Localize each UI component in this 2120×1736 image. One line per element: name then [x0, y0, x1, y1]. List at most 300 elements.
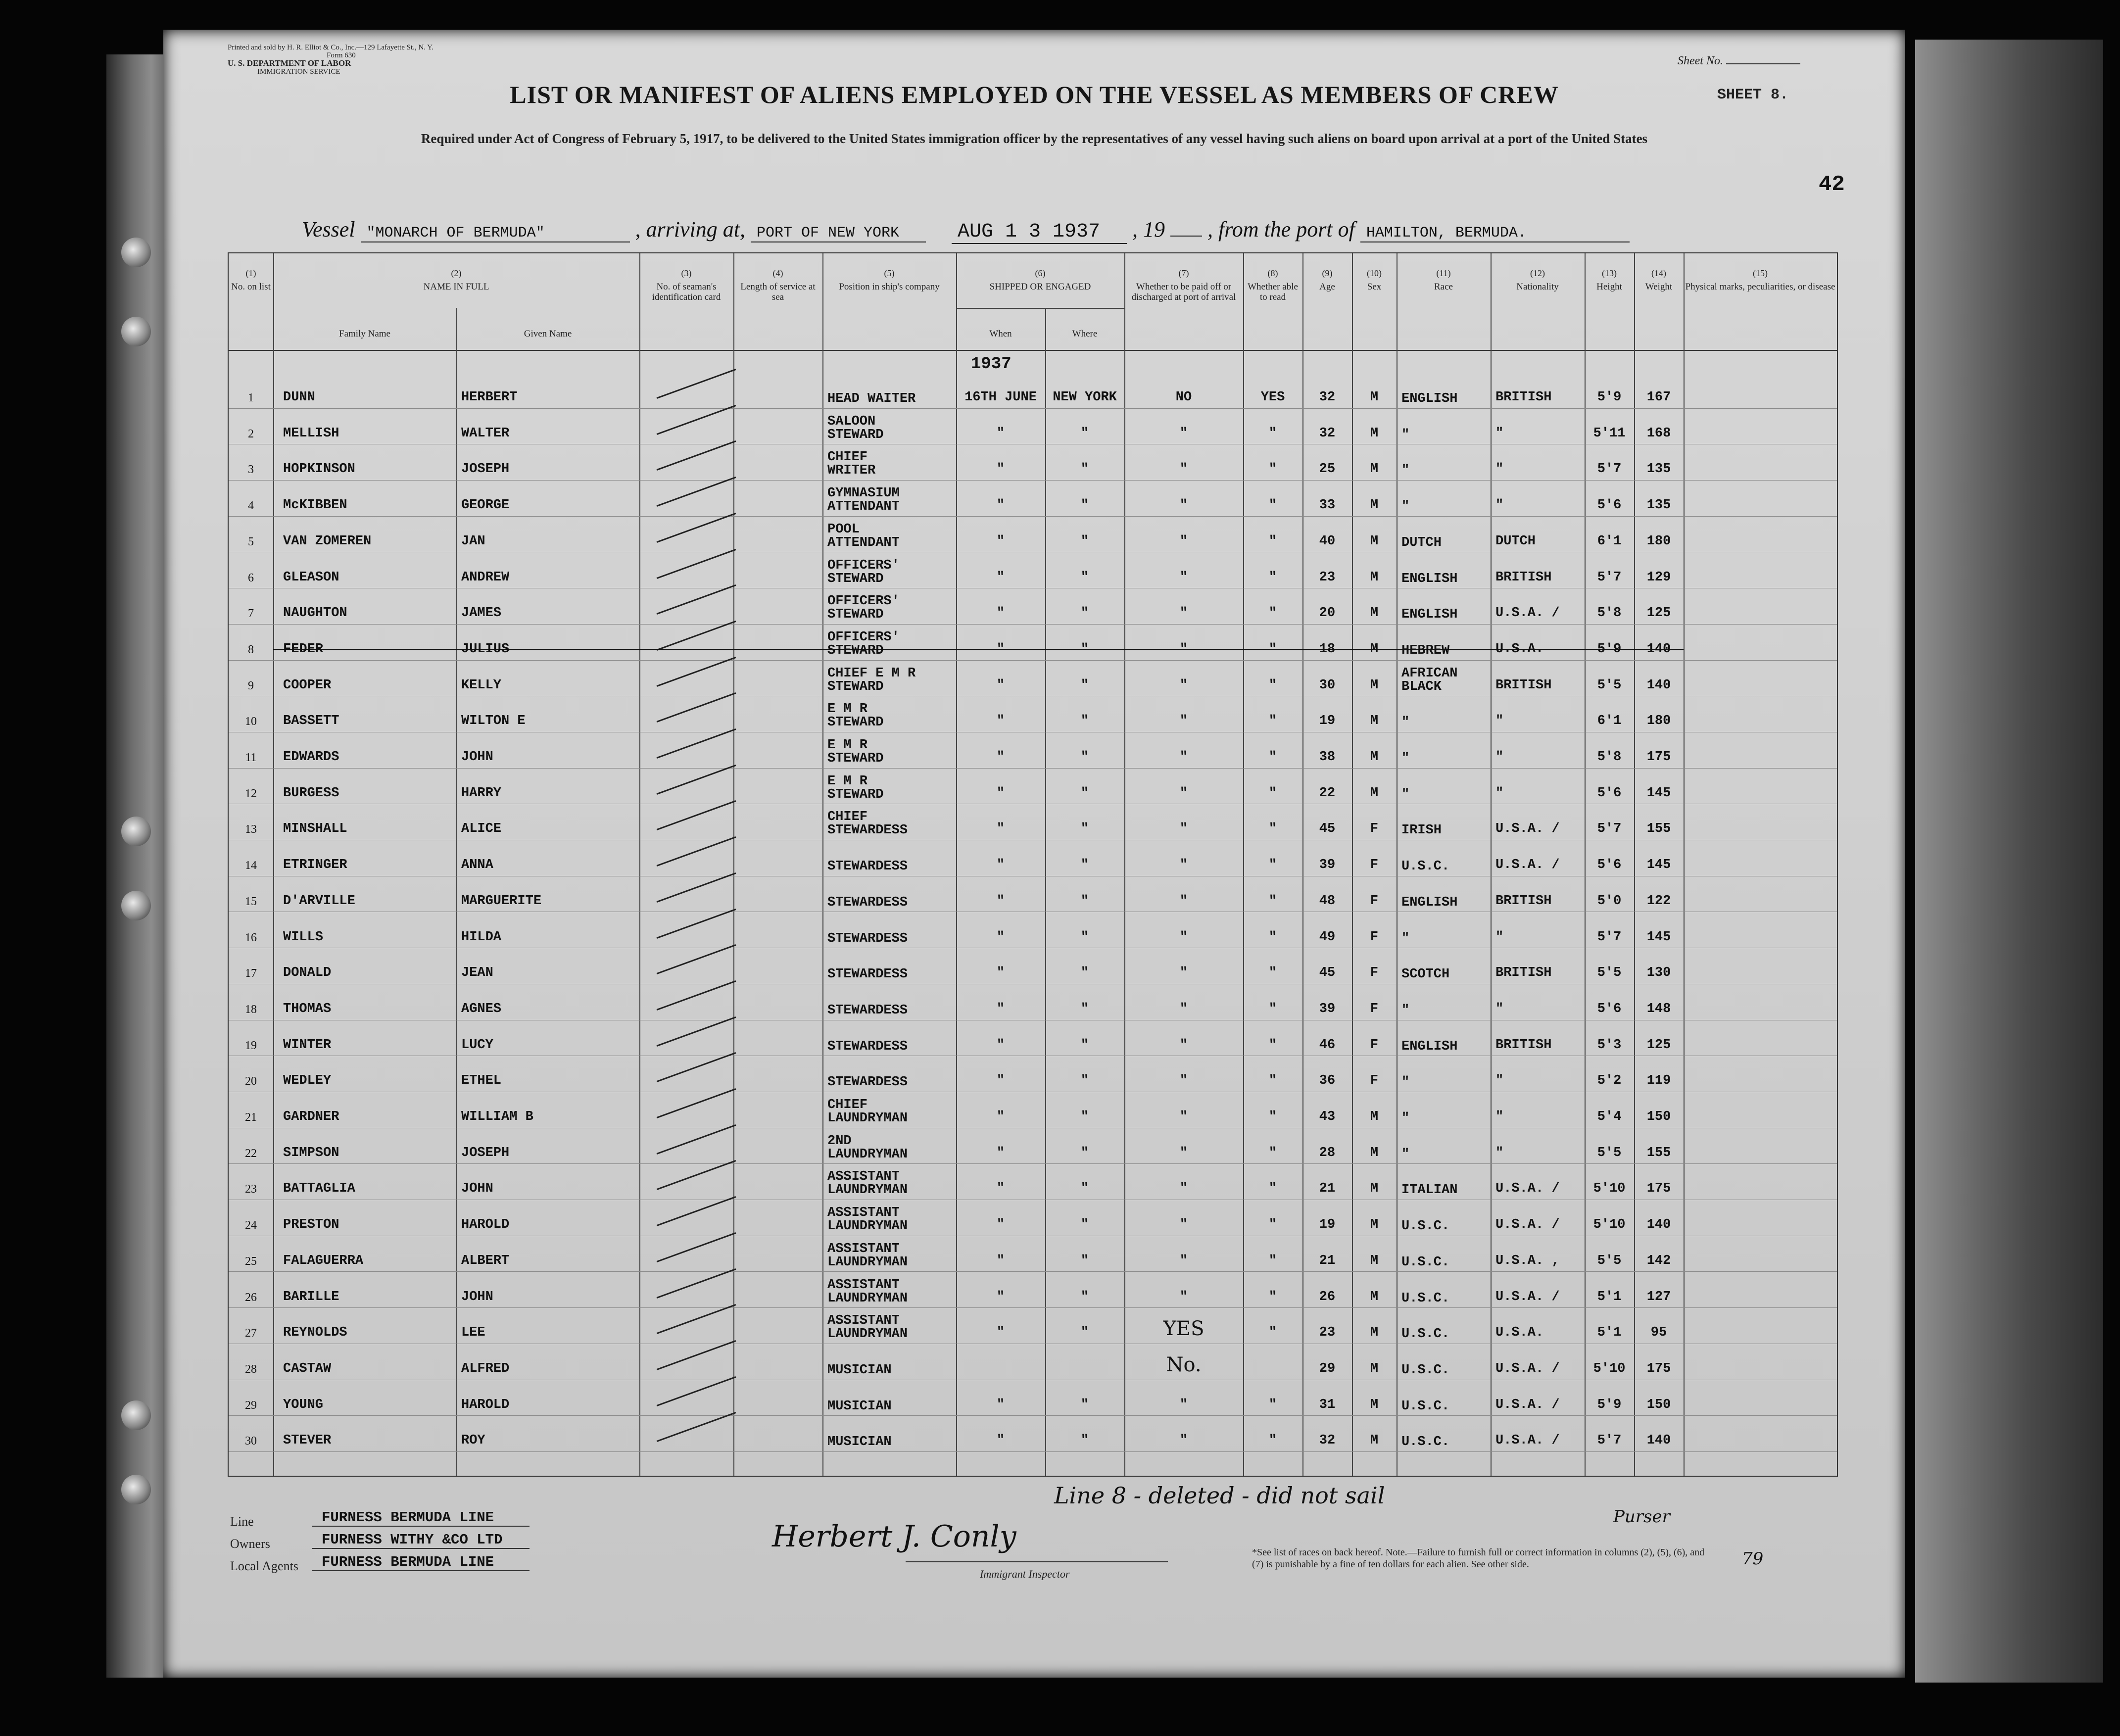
cell-age: 23 — [1319, 1325, 1336, 1341]
cell-where: " — [1080, 929, 1089, 945]
cell-when: " — [996, 1109, 1005, 1124]
cell-no: 15 — [245, 895, 257, 908]
cell-race — [1401, 840, 1491, 875]
cell-when: " — [996, 965, 1005, 981]
cell-no: 4 — [248, 499, 254, 513]
cell-age: 21 — [1319, 1253, 1336, 1268]
cell-paid: " — [1179, 570, 1188, 585]
position-line: STEWARDESS — [827, 967, 908, 982]
cell-family: BURGESS — [283, 785, 339, 801]
cell-paid: " — [1179, 498, 1188, 513]
cell-no: 30 — [245, 1435, 257, 1448]
cell-family: COOPER — [283, 677, 332, 693]
cell-position — [827, 732, 956, 768]
cell-given: JEAN — [461, 965, 493, 981]
cell-race — [1401, 408, 1491, 444]
cell-age: 22 — [1319, 785, 1336, 801]
cell-weight: 142 — [1646, 1253, 1671, 1268]
cell-height: 5'5 — [1597, 1253, 1622, 1268]
cell-age: 36 — [1319, 1073, 1336, 1089]
cell-position — [827, 1344, 956, 1379]
cell-age: 45 — [1319, 821, 1336, 837]
cell-nat: " — [1495, 750, 1504, 765]
cell-read: " — [1268, 641, 1277, 657]
cell-position — [827, 804, 956, 839]
table-row — [229, 444, 1837, 481]
cell-where: " — [1080, 785, 1089, 801]
cell-height: 5'10 — [1593, 1217, 1626, 1233]
printer-line: Printed and sold by H. R. Elliot & Co., Inc.—129 Lafayette St., N. Y. — [228, 44, 434, 51]
cell-position — [827, 372, 956, 408]
pencil-check-mark — [657, 1052, 736, 1082]
cell-where: " — [1080, 858, 1089, 873]
cell-given: LEE — [461, 1325, 485, 1341]
cell-height: 5'6 — [1597, 498, 1622, 513]
cell-given: AGNES — [461, 1001, 502, 1016]
cell-height: 5'9 — [1597, 641, 1622, 657]
position-line: ATTENDANT — [827, 535, 900, 550]
vessel-line — [302, 217, 1630, 244]
cell-given: JOSEPH — [461, 462, 510, 477]
cell-family: REYNOLDS — [283, 1325, 347, 1341]
cell-age: 45 — [1319, 965, 1336, 981]
cell-paid: " — [1179, 965, 1188, 981]
cell-where: " — [1080, 498, 1089, 513]
cell-read: " — [1268, 1001, 1277, 1016]
cell-position — [827, 840, 956, 875]
cell-read: " — [1268, 1181, 1277, 1197]
cell-height: 5'11 — [1593, 426, 1626, 441]
cell-height: 5'7 — [1597, 462, 1622, 477]
cell-where: " — [1080, 1397, 1089, 1412]
cell-height: 5'2 — [1597, 1073, 1622, 1089]
cell-weight: 145 — [1646, 929, 1671, 945]
cell-sex: M — [1370, 390, 1379, 405]
cell-weight: 180 — [1646, 533, 1671, 549]
cell-paid: " — [1179, 1181, 1188, 1197]
cell-race — [1401, 660, 1491, 696]
position-line: HEAD WAITER — [827, 391, 916, 406]
cell-sex: M — [1370, 1253, 1379, 1268]
cell-race — [1401, 444, 1491, 480]
position-line: POOL — [827, 522, 860, 537]
cell-weight: 145 — [1646, 858, 1671, 873]
cell-height: 5'8 — [1597, 750, 1622, 765]
binder-rivet — [121, 1475, 151, 1504]
cell-sex: F — [1370, 893, 1379, 909]
pencil-check-mark — [657, 692, 736, 723]
cell-race — [1401, 372, 1491, 408]
cell-given: JOHN — [461, 1289, 493, 1304]
cell-family: NAUGHTON — [283, 606, 347, 621]
cell-no: 16 — [245, 931, 257, 944]
printer-line: Form 630 — [327, 51, 356, 59]
cell-family: WINTER — [283, 1037, 332, 1053]
cell-no: 5 — [248, 535, 254, 548]
cell-paid: " — [1179, 785, 1188, 801]
cell-weight: 140 — [1646, 1217, 1671, 1233]
pencil-check-mark — [657, 513, 736, 543]
cell-when: " — [996, 714, 1005, 729]
table-row — [229, 984, 1837, 1020]
cell-position — [827, 1163, 956, 1199]
cell-height: 5'9 — [1597, 390, 1622, 405]
cell-height: 5'6 — [1597, 1001, 1622, 1016]
cell-when: " — [996, 533, 1005, 549]
cell-paid: " — [1179, 1109, 1188, 1124]
pencil-check-mark — [657, 621, 736, 651]
cell-race — [1401, 480, 1491, 516]
cell-read: " — [1268, 893, 1277, 909]
departure-port: HAMILTON, BERMUDA. — [1360, 225, 1630, 242]
cell-family: MINSHALL — [283, 821, 347, 837]
cell-sex: M — [1370, 750, 1379, 765]
cell-position — [827, 1092, 956, 1127]
table-row — [229, 840, 1837, 876]
cell-position — [827, 1128, 956, 1163]
race-line: U.S.C. — [1401, 859, 1450, 874]
cell-no: 25 — [245, 1254, 257, 1268]
legal-requirement: Required under Act of Congress of February 5, 1917, to be delivered to the United States immigration officer by the representatives of any vessel having such aliens on board upon arrival at a port of the United States — [421, 131, 1648, 146]
sheet-number-field — [1678, 54, 1800, 68]
position-line: ASSISTANT — [827, 1277, 900, 1293]
cell-weight: 140 — [1646, 641, 1671, 657]
cell-given: ANNA — [461, 858, 493, 873]
race-line: U.S.C. — [1401, 1362, 1450, 1378]
cell-when: " — [996, 1217, 1005, 1233]
cell-read: " — [1268, 1325, 1277, 1341]
cell-nat: BRITISH — [1495, 677, 1552, 693]
position-line: 2ND — [827, 1133, 852, 1149]
local-agents-value: FURNESS BERMUDA LINE — [312, 1554, 530, 1571]
cell-given: MARGUERITE — [461, 893, 542, 909]
cell-when: " — [996, 1037, 1005, 1053]
cell-weight: 145 — [1646, 785, 1671, 801]
pencil-check-mark — [657, 728, 736, 759]
table-row — [229, 552, 1837, 589]
cell-race — [1401, 1020, 1491, 1056]
position-line: STEWARDESS — [827, 931, 908, 946]
cell-paid: " — [1179, 533, 1188, 549]
cell-nat: U.S.A. / — [1495, 1433, 1560, 1448]
cell-given: JOHN — [461, 750, 493, 765]
cell-read: " — [1268, 533, 1277, 549]
cell-paid: " — [1179, 1001, 1188, 1016]
pencil-check-mark — [657, 765, 736, 795]
cell-given: ANDREW — [461, 570, 510, 585]
cell-position — [827, 516, 956, 552]
cell-paid: " — [1179, 1037, 1188, 1053]
pencil-check-mark — [657, 1016, 736, 1047]
owners-value: FURNESS WITHY &CO LTD — [312, 1532, 530, 1549]
position-line: STEWARD — [827, 607, 884, 623]
table-row — [229, 372, 1837, 409]
cell-read: " — [1268, 1289, 1277, 1304]
cell-height: 5'7 — [1597, 1433, 1622, 1448]
position-line: MUSICIAN — [827, 1435, 892, 1450]
position-line: STEWARDESS — [827, 859, 908, 874]
cell-nat: U.S.A. / — [1495, 1289, 1560, 1304]
header-col-4: (4) Length of service at sea — [740, 268, 816, 302]
position-line: STEWARDESS — [827, 895, 908, 910]
cell-family: WEDLEY — [283, 1073, 332, 1089]
cell-where: " — [1080, 965, 1089, 981]
position-line: LAUNDRYMAN — [827, 1327, 908, 1342]
cell-position — [827, 552, 956, 588]
cell-when — [956, 1344, 1045, 1379]
cell-age: 46 — [1319, 1037, 1336, 1053]
pencil-check-mark — [657, 1304, 736, 1334]
cell-given: WILLIAM B — [461, 1109, 533, 1124]
header-where: Where — [1072, 329, 1098, 339]
cell-height: 5'3 — [1597, 1037, 1622, 1053]
handwritten-page-number: 79 — [1742, 1549, 1764, 1569]
table-row — [229, 804, 1837, 840]
cell-family: BATTAGLIA — [283, 1181, 355, 1197]
cell-paid: YES — [1163, 1317, 1205, 1341]
position-line: LAUNDRYMAN — [827, 1291, 908, 1306]
position-line: STEWARD — [827, 715, 884, 730]
position-line: ASSISTANT — [827, 1241, 900, 1256]
cell-race — [1401, 624, 1491, 660]
cell-race — [1401, 1236, 1491, 1271]
cell-nat: " — [1495, 1001, 1504, 1016]
cell-given: HERBERT — [461, 390, 518, 405]
cell-race — [1401, 1092, 1491, 1127]
cell-age: 18 — [1319, 641, 1336, 657]
cell-position — [827, 1020, 956, 1056]
cell-no: 28 — [245, 1362, 257, 1376]
cell-read: " — [1268, 1109, 1277, 1124]
cell-race — [1401, 1344, 1491, 1379]
binder-edge-right — [1915, 40, 2103, 1683]
cell-age: 39 — [1319, 858, 1336, 873]
cell-no: 9 — [248, 679, 254, 692]
cell-nat: " — [1495, 1073, 1504, 1089]
cell-read: " — [1268, 858, 1277, 873]
cell-when: " — [996, 606, 1005, 621]
cell-where: " — [1080, 1253, 1089, 1268]
cell-sex: M — [1370, 1145, 1379, 1160]
cell-weight: 125 — [1646, 606, 1671, 621]
sheet-number-blank — [1726, 63, 1800, 64]
cell-weight: 140 — [1646, 1433, 1671, 1448]
position-line: STEWARD — [827, 643, 884, 658]
line-label: Line — [230, 1514, 254, 1529]
cell-given: JOHN — [461, 1181, 493, 1197]
table-row — [229, 948, 1837, 984]
cell-paid: NO — [1175, 390, 1192, 405]
cell-sex: F — [1370, 1037, 1379, 1053]
cell-family: SIMPSON — [283, 1145, 339, 1160]
cell-where: " — [1080, 821, 1089, 837]
cell-read: " — [1268, 1073, 1277, 1089]
position-line: MUSICIAN — [827, 1362, 892, 1378]
pencil-check-mark — [657, 909, 736, 939]
header-col-15: (15) Physical marks, peculiarities, or disease — [1685, 268, 1835, 292]
cell-paid: " — [1179, 714, 1188, 729]
cell-where: " — [1080, 750, 1089, 765]
table-row — [229, 660, 1837, 697]
cell-where: " — [1080, 641, 1089, 657]
cell-race — [1401, 588, 1491, 624]
cell-age: 29 — [1319, 1361, 1336, 1376]
cell-read: " — [1268, 821, 1277, 837]
cell-no: 12 — [245, 787, 257, 800]
position-line: STEWARDESS — [827, 1075, 908, 1090]
pencil-check-mark — [657, 872, 736, 903]
race-line: ENGLISH — [1401, 571, 1458, 586]
race-line: U.S.C. — [1401, 1219, 1450, 1234]
cell-when: " — [996, 498, 1005, 513]
arriving-label: , arriving at, — [635, 217, 745, 241]
race-line: IRISH — [1401, 823, 1442, 838]
cell-weight: 175 — [1646, 750, 1671, 765]
cell-sex: M — [1370, 1361, 1379, 1376]
cell-given: HARRY — [461, 785, 502, 801]
cell-family: STEVER — [283, 1433, 332, 1448]
cell-where: " — [1080, 677, 1089, 693]
cell-nat: U.S.A. / — [1495, 1361, 1560, 1376]
race-line: " — [1401, 1003, 1410, 1018]
cell-sex: M — [1370, 1289, 1379, 1304]
header-family-name: Family Name — [339, 329, 390, 339]
cell-age: 33 — [1319, 498, 1336, 513]
cell-sex: M — [1370, 570, 1379, 585]
race-line: U.S.C. — [1401, 1327, 1450, 1342]
cell-paid: " — [1179, 641, 1188, 657]
cell-family: PRESTON — [283, 1217, 339, 1233]
cell-no: 17 — [245, 967, 257, 980]
cell-age: 32 — [1319, 426, 1336, 441]
cell-height: 5'5 — [1597, 965, 1622, 981]
cell-position — [827, 588, 956, 624]
cell-when: " — [996, 570, 1005, 585]
cell-position — [827, 408, 956, 444]
cell-paid: " — [1179, 821, 1188, 837]
cell-nat: U.S.A. — [1495, 1325, 1544, 1341]
table-row — [229, 624, 1837, 661]
cell-age: 40 — [1319, 533, 1336, 549]
cell-sex: M — [1370, 462, 1379, 477]
cell-weight: 175 — [1646, 1361, 1671, 1376]
race-line: ENGLISH — [1401, 1039, 1458, 1054]
cell-when: 16TH JUNE — [964, 390, 1037, 405]
cell-family: FEDER — [283, 641, 324, 657]
cell-family: McKIBBEN — [283, 498, 347, 513]
crew-table — [228, 252, 1838, 1477]
header-col-11: (11) Race — [1434, 268, 1453, 292]
cell-sex: F — [1370, 821, 1379, 837]
race-line: BLACK — [1401, 679, 1442, 694]
cell-age: 32 — [1319, 390, 1336, 405]
cell-nat: " — [1495, 462, 1504, 477]
cell-race — [1401, 1415, 1491, 1451]
footnote: *See list of races on back hereof. Note.—Failure to furnish full or correct information in columns (2), (5), (6), and (7) is punishable by a fine of ten dollars for each alien. See other side. — [1252, 1547, 1705, 1570]
cell-sex: M — [1370, 677, 1379, 693]
cell-no: 7 — [248, 607, 254, 621]
cell-where: " — [1080, 1289, 1089, 1304]
binder-rivet — [121, 817, 151, 846]
cell-where: " — [1080, 1109, 1089, 1124]
cell-weight: 130 — [1646, 965, 1671, 981]
race-line: SCOTCH — [1401, 967, 1450, 982]
cell-where: " — [1080, 1217, 1089, 1233]
cell-sex: M — [1370, 641, 1379, 657]
cell-position — [827, 948, 956, 983]
cell-no: 8 — [248, 643, 254, 656]
pencil-check-mark — [657, 1160, 736, 1190]
cell-family: CASTAW — [283, 1361, 332, 1376]
pencil-check-mark — [657, 477, 736, 507]
cell-position — [827, 696, 956, 731]
handwritten-deletion-note: Line 8 - deleted - did not sail — [1054, 1482, 1385, 1509]
inspector-signature: Herbert J. Conly — [772, 1519, 1016, 1554]
cell-sex: F — [1370, 858, 1379, 873]
cell-sex: M — [1370, 426, 1379, 441]
cell-position — [827, 444, 956, 480]
race-line: ENGLISH — [1401, 607, 1458, 623]
cell-when: " — [996, 1433, 1005, 1448]
cell-read: " — [1268, 1217, 1277, 1233]
table-row — [229, 1272, 1837, 1308]
cell-sex: M — [1370, 1181, 1379, 1197]
cell-given: ALFRED — [461, 1361, 510, 1376]
table-row — [229, 912, 1837, 949]
cell-read: " — [1268, 1397, 1277, 1412]
cell-weight: 122 — [1646, 893, 1671, 909]
cell-weight: 129 — [1646, 570, 1671, 585]
pencil-check-mark — [657, 800, 736, 830]
cell-no: 29 — [245, 1398, 257, 1412]
cell-position — [827, 876, 956, 912]
cell-when: " — [996, 1397, 1005, 1412]
table-row — [229, 696, 1837, 732]
position-line: MUSICIAN — [827, 1398, 892, 1414]
arrival-port: PORT OF NEW YORK — [751, 225, 926, 242]
cell-nat: BRITISH — [1495, 570, 1552, 585]
cell-nat: " — [1495, 1145, 1504, 1160]
header-col-13: (13) Height — [1596, 268, 1622, 292]
cell-position — [827, 1236, 956, 1271]
race-line: " — [1401, 751, 1410, 766]
cell-weight: 155 — [1646, 1145, 1671, 1160]
position-line: LAUNDRYMAN — [827, 1254, 908, 1270]
pencil-check-mark — [657, 1268, 736, 1299]
header-col-1: (1) No. on list — [231, 268, 271, 292]
cell-sex: F — [1370, 1001, 1379, 1016]
cell-height: 5'5 — [1597, 677, 1622, 693]
department-label: U. S. DEPARTMENT OF LABOR — [228, 58, 351, 68]
cell-position — [827, 624, 956, 660]
race-line: " — [1401, 1147, 1410, 1162]
cell-sex: M — [1370, 606, 1379, 621]
cell-where: " — [1080, 570, 1089, 585]
cell-race — [1401, 1200, 1491, 1235]
cell-paid: " — [1179, 606, 1188, 621]
cell-no: 24 — [245, 1219, 257, 1232]
cell-when: " — [996, 858, 1005, 873]
cell-read: " — [1268, 426, 1277, 441]
pencil-check-mark — [657, 1412, 736, 1442]
position-line: STEWARD — [827, 427, 884, 442]
cell-sex: F — [1370, 1073, 1379, 1089]
cell-height: 5'1 — [1597, 1325, 1622, 1341]
binder-rivet — [121, 1400, 151, 1430]
position-line: CHIEF E M R — [827, 666, 916, 681]
cell-no: 6 — [248, 571, 254, 584]
pencil-check-mark — [657, 944, 736, 974]
